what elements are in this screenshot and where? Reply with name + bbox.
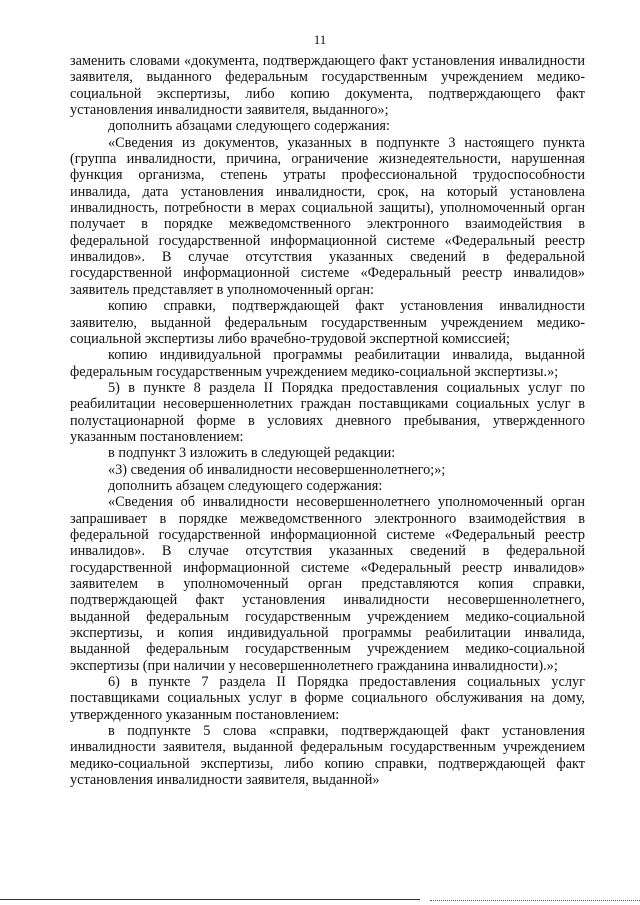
scan-edge-dots — [430, 900, 640, 901]
paragraph: в подпункте 5 слова «справки, подтверждающей факт установления инвалидности заявителя, выданной федеральным государственным учреждением медико-социальной экспертизы, либо копию справки, подтверждающей факт установления инвалидности заявителя, выданной» — [70, 723, 585, 789]
paragraph: «3) сведения об инвалидности несовершеннолетнего;»; — [108, 461, 446, 478]
paragraph: 6) в пункте 7 раздела II Порядка предоставления социальных услуг поставщиками социальных услуг в форме социального обслуживания на дому, утвержденного указанным постановлением: — [70, 674, 585, 723]
page-number: 11 — [313, 32, 327, 47]
paragraph: дополнить абзацем следующего содержания: — [108, 477, 383, 494]
document-body — [70, 53, 585, 788]
paragraph: 5) в пункте 8 раздела II Порядка предоставления социальных услуг по реабилитации несовершеннолетних граждан поставщиками социальных услуг в полустационарной форме в условиях дневного пребывания, утвержденного указанным постановлением: — [70, 379, 585, 445]
paragraph: в подпункт 3 изложить в следующей редакции: — [108, 445, 396, 462]
paragraph: заменить словами «документа, подтверждающего факт установления инвалидности заявителя, выданного федеральным государственным учреждением медико-социальной экспертизы, либо копию документа, подтверждающего факт установления инвалидности заявителя, выданного»; — [70, 53, 585, 119]
paragraph: копию индивидуальной программы реабилитации инвалида, выданной федеральным государственным учреждением медико-социальной экспертизы.»; — [70, 347, 585, 380]
paragraph: «Сведения из документов, указанных в подпункте 3 настоящего пункта (группа инвалидности, причина, ограничение жизнедеятельности, нарушенная функция организма, степень утраты профессиональной трудоспособности инвалида, дата установления инвалидности, срок, на который установлена инвалидность, потребности в мерах социальной защиты), уполномоченный орган получает в порядке межведомственного электронного взаимодействия в федеральной государственной информационной системе «Федеральный реестр инвалидов». В случае отсутствия указанных сведений в федеральной государственной информационной системе «Федеральный реестр инвалидов» заявитель представляет в уполномоченный орган: — [70, 134, 585, 298]
paragraph: дополнить абзацами следующего содержания: — [108, 118, 390, 135]
scan-edge-line — [0, 899, 420, 900]
paragraph: «Сведения об инвалидности несовершеннолетнего уполномоченный орган запрашивает в порядке межведомственного электронного взаимодействия в федеральной государственной информационной системе «Федеральный реестр инвалидов». В случае отсутствия указанных сведений в федеральной государственной информационной системе «Федеральный реестр инвалидов» заявителем в уполномоченный орган представляются копия справки, подтверждающей факт установления инвалидности несовершеннолетнего, выданной федеральным государственным учреждением медико-социальной экспертизы, и копия индивидуальной программы реабилитации инвалида, выданной федеральным государственным учреждением медико-социальной экспертизы (при наличии у несовершеннолетнего гражданина инвалидности).»; — [70, 494, 585, 674]
paragraph: копию справки, подтверждающей факт установления инвалидности заявителю, выданной федеральным государственным учреждением медико-социальной экспертизы либо врачебно-трудовой экспертной комиссией; — [70, 298, 585, 347]
